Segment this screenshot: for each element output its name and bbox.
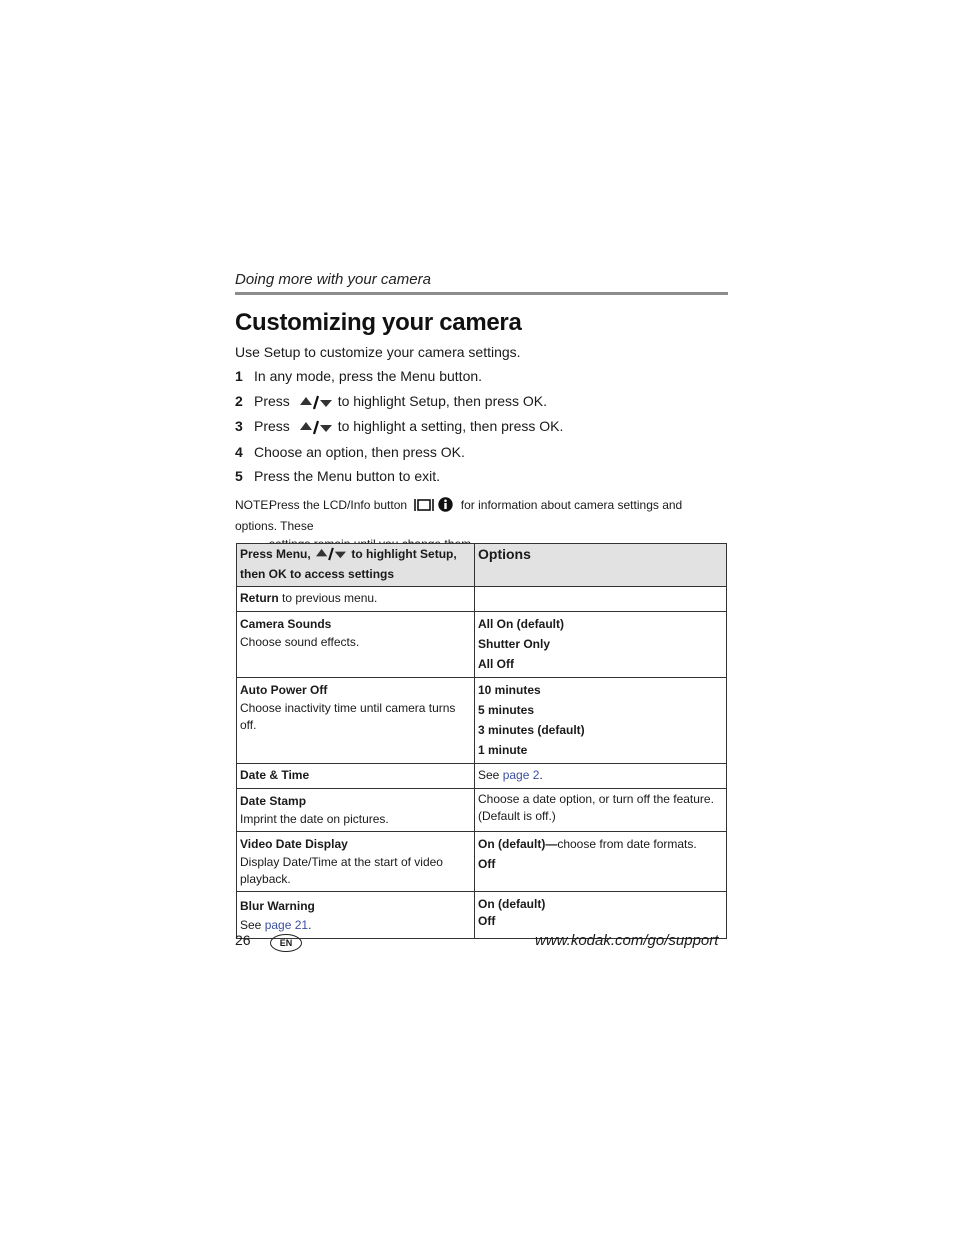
step-number: 2 [235,393,243,409]
table-row-auto-power-off [237,678,727,764]
table-row-video-date-display [237,832,727,892]
step-1 [235,368,482,384]
step-3 [235,418,563,438]
table-row-date-time: Date & Time See page 2. [237,764,727,789]
step-5 [235,468,440,484]
option-item: All Off [478,657,514,671]
option-item: 1 minute [478,743,528,757]
note-label: NOTE: [235,498,272,512]
option-desc: Choose a date option, or turn off the feature. [478,792,714,806]
setting-desc: Choose sound effects. [240,635,360,649]
see-text: See [240,918,265,932]
table-row-date-stamp [237,789,727,832]
option-item: On (default) [478,897,546,911]
step-text-post: to highlight Setup, then press OK. [337,393,548,409]
table-row-blur-warning: Blur Warning See page 21. On (default) Off [237,892,727,939]
header-col1-post: to highlight Setup, [351,547,457,561]
setting-desc: Choose inactivity time until camera turns off. [240,701,456,732]
note-text-pre: Press the LCD/Info button [269,498,408,512]
option-desc: (Default is off.) [478,809,556,823]
see-text: See [478,768,503,782]
header-rule [235,292,728,295]
option-item: All On (default) [478,617,564,631]
setting-desc: to previous menu. [278,591,378,605]
setting-desc: Imprint the date on pictures. [240,812,389,826]
step-text: Press the Menu button to exit. [254,468,440,484]
header-col1-pre: Press Menu, [240,547,311,561]
step-2 [235,393,547,413]
option-item: On (default)— [478,837,558,851]
header-col-options: Options [475,544,727,587]
option-desc: choose from date formats. [557,837,697,851]
step-text: Choose an option, then press OK. [254,444,465,460]
page-link[interactable]: page 2 [502,768,540,782]
option-item: 3 minutes (default) [478,723,585,737]
support-url[interactable]: www.kodak.com/go/support [535,932,719,949]
page-title: Customizing your camera [235,309,522,336]
step-number: 5 [235,468,243,484]
option-item: Off [478,914,496,928]
setting-name: Camera Sounds [240,617,332,631]
setting-name: Video Date Display [240,837,348,851]
header-col-setting [237,544,475,587]
setting-name: Date & Time [240,768,310,782]
up-down-arrows-icon [299,394,333,413]
step-text-post: to highlight a setting, then press OK. [337,418,564,434]
step-text-pre: Press [254,418,290,434]
step-text: In any mode, press the Menu button. [254,368,483,384]
language-badge: EN [270,934,302,952]
setting-name: Blur Warning [240,899,315,913]
setting-name: Return [240,591,279,605]
running-header: Doing more with your camera [235,271,431,288]
setting-desc: Display Date/Time at the start of video playback. [240,855,443,886]
intro-text: Use Setup to customize your camera settings. [235,344,521,360]
table-row-camera-sounds [237,612,727,678]
up-down-arrows-icon [299,419,333,438]
step-number: 3 [235,418,243,434]
option-item: 5 minutes [478,703,535,717]
page-number: 26 [235,932,251,948]
step-text-pre: Press [254,393,290,409]
setting-name: Date Stamp [240,794,307,808]
step-number: 4 [235,444,243,460]
option-item: Off [478,857,496,871]
option-item: 10 minutes [478,683,541,697]
table-row-return [237,587,727,612]
lcd-button-icon [414,498,434,517]
step-number: 1 [235,368,243,384]
settings-table [236,543,727,939]
step-4 [235,444,465,460]
page-link[interactable]: page 21 [264,918,309,932]
info-icon [438,497,453,517]
option-item: Shutter Only [478,637,551,651]
note-text-post: for information about camera settings and options. These [235,498,683,533]
up-down-arrows-icon [314,546,348,566]
header-col1-line2: then OK to access settings [240,567,395,581]
table-header-row [237,544,727,587]
setting-name: Auto Power Off [240,683,328,697]
